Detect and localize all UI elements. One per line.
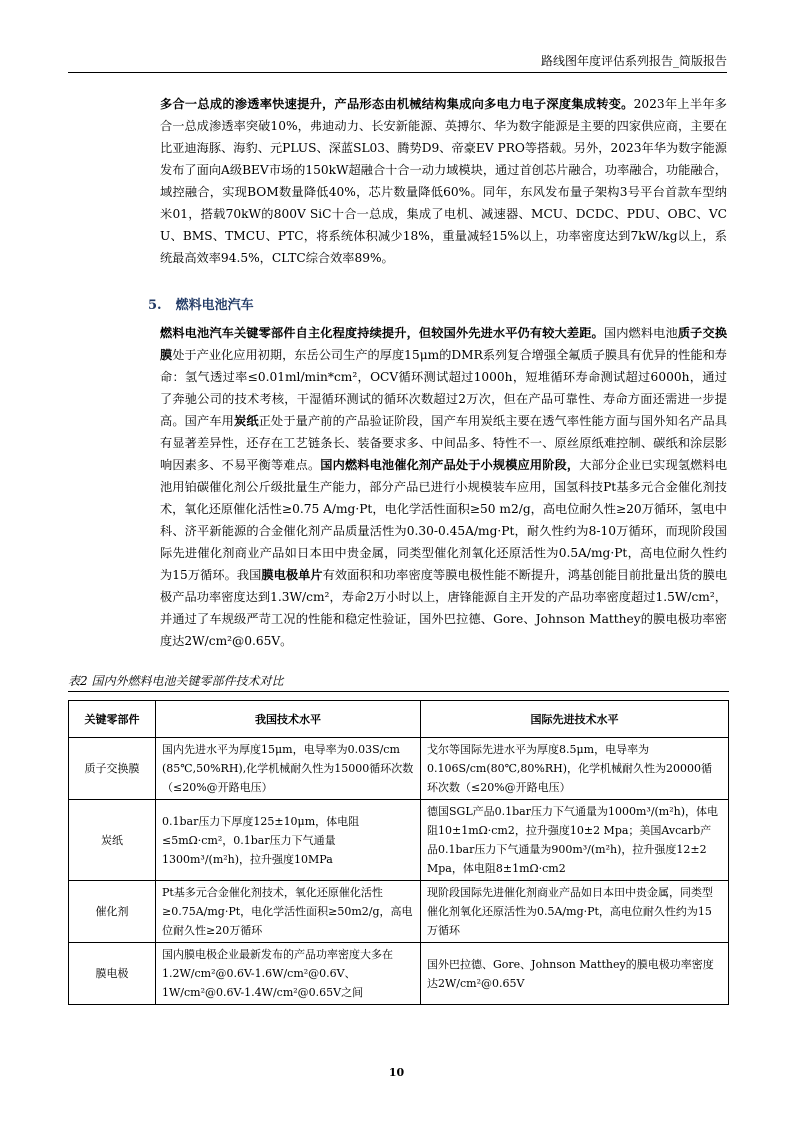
row-name: 膜电极 [69, 943, 156, 1005]
paragraph-1-body: 2023年上半年多合一总成渗透率突破10%，弗迪动力、长安新能源、英搏尔、华为数字能源是主要的四家供应商，主要在比亚迪海豚、海豹、元PLUS、深蓝SL03、腾势D9、帝豪EV PRO等搭载。另外，2023年华为数字能源发布了面向A级BEV市场的150kW超融合十合一动力域模块，通过首创芯片融合，功率融合，功能融合，域控融合，实现BOM数量降低40%，芯片数量降低60%。同年，东风发布量子架构3号平台首款车型纳米01，搭载70kW的800V SiC十合一总成，集成了电机、减速器、MCU、DCDC、PDU、OBC、VCU、BMS、TMCU、PTC，将系统体积减少18%，重量减轻15%以上，功率密度达到7kW/kg以上，系统最高效率94.5%，CLTC综合效率89%。 [160, 97, 727, 265]
para2-term-mea: 膜电极单片 [261, 568, 323, 582]
table-row [69, 943, 729, 1005]
row-international: 德国SGL产品0.1bar压力下气通量为1000m³/(m²h)，体电阻10±1mΩ·cm2，拉升强度10±2 Mpa；美国Avcarb产品0.1bar压力下气通量为900m³/(m²h)，拉升强度12±2 Mpa，体电阻8±1mΩ·cm2 [421, 800, 729, 881]
table-row [69, 800, 729, 881]
row-domestic: 0.1bar压力下厚度125±10μm，体电阻≤5mΩ·cm²，0.1bar压力下气通量1300m³/(m²h)，拉升强度10MPa [156, 800, 421, 881]
row-domestic: 国内先进水平为厚度15μm，电导率为0.03S/cm (85℃,50%RH),化学机械耐久性为15000循环次数（≤20%@开路电压） [156, 738, 421, 800]
para2-term-carbon-paper: 炭纸 [233, 414, 259, 428]
para2-text-2: 处于产业化应用初期，东岳公司生产的厚度15μm的DMR系列复合增强全氟质子膜具有优异的性能和寿命：氢气透过率≤0.01ml/min*cm²，OCV循环测试超过1000h，短堆循环寿命测试超过6000h，通过了奔驰公司的技术考核，干湿循环测试的循环次数超过2万次，但在产品可靠性、寿命方面还需进一步提高。国产车用 [160, 348, 727, 428]
table-row [69, 738, 729, 800]
row-name: 质子交换膜 [69, 738, 156, 800]
row-international: 国外巴拉德、Gore、Johnson Matthey的膜电极功率密度达2W/cm²@0.65V [421, 943, 729, 1005]
section-heading [148, 294, 254, 313]
table-header-row [69, 701, 729, 738]
page-header [68, 52, 727, 73]
header-international: 国际先进技术水平 [421, 701, 729, 738]
row-domestic: 国内膜电极企业最新发布的产品功率密度大多在1.2W/cm²@0.6V-1.6W/cm²@0.6V、1W/cm²@0.6V-1.4W/cm²@0.65V之间 [156, 943, 421, 1005]
section-number: 5. [148, 298, 162, 313]
row-domestic: Pt基多元合金催化剂技术，氧化还原催化活性≥0.75A/mg·Pt，电化学活性面积≥50m2/g，高电位耐久性≥20万循环 [156, 881, 421, 943]
caption-rule [68, 691, 729, 692]
header-title: 路线图年度评估系列报告_简版报告 [540, 54, 727, 68]
para2-text-1: 国内燃料电池 [603, 326, 678, 340]
page-number: 10 [388, 1066, 405, 1079]
para2-lead: 燃料电池汽车关键零部件自主化程度持续提升，但较国外先进水平仍有较大差距。 [160, 326, 604, 340]
header-component: 关键零部件 [69, 701, 156, 738]
table-row [69, 881, 729, 943]
para2-term-catalyst: 国内燃料电池催化剂产品处于小规模应用阶段， [320, 458, 580, 472]
row-international: 戈尔等国际先进水平为厚度8.5μm，电导率为0.106S/cm(80℃,80%RH)，化学机械耐久性为20000循环次数（≤20%@开路电压） [421, 738, 729, 800]
paragraph-1-lead: 多合一总成的渗透率快速提升，产品形态由机械结构集成向多电力电子深度集成转变。 [160, 97, 634, 111]
section-title: 燃料电池汽车 [175, 298, 254, 313]
header-domestic: 我国技术水平 [156, 701, 421, 738]
row-name: 炭纸 [69, 800, 156, 881]
paragraph-fuel-cell [160, 322, 727, 652]
paragraph-integration [160, 93, 727, 269]
row-international: 现阶段国际先进催化剂商业产品如日本田中贵金属，同类型催化剂氧化还原活性为0.5A/mg·Pt，高电位耐久性约为15万循环 [421, 881, 729, 943]
paragraph-1 [160, 93, 727, 269]
comparison-table [68, 700, 729, 1005]
para2-term-membrane: 质子交换膜 [160, 326, 728, 362]
para2-text-3: 正处于量产前的产品验证阶段，国产车用炭纸主要在透气率性能方面与国外知名产品具有显著差异性，还存在工艺链条长、装备要求多、中间品多、特性不一、原丝原纸难控制、碳纸和涂层影响因素多、不易平衡等难点。 [160, 414, 728, 472]
table-caption: 表2 国内外燃料电池关键零部件技术对比 [68, 674, 284, 688]
para2-text-5: 有效面积和功率密度等膜电极性能不断提升，鸿基创能目前批量出货的膜电极产品功率密度达到1.3W/cm²，寿命2万小时以上，唐锋能源自主开发的产品功率密度超过1.5W/cm²，并通过了车规级严苛工况的性能和稳定性验证，国外巴拉德、Gore、Johnson Matthey的膜电极功率密度达2W/cm²@0.65V。 [160, 568, 728, 648]
para2-text-4: 大部分企业已实现氢燃料电池用铂碳催化剂公斤级批量生产能力，部分产品已进行小规模装车应用，国氢科技Pt基多元合金催化剂技术，氧化还原催化活性≥0.75 A/mg·Pt，电化学活性面积≥50 m2/g，高电位耐久性≥20万循环，氢电中科、济平新能源的合金催化剂产品质量活性为0.30-0.45A/mg·Pt，耐久性约为8-10万循环，而现阶段国际先进催化剂商业产品如日本田中贵金属，同类型催化剂氧化还原活性为0.5A/mg·Pt，高电位耐久性约为15万循环。我国 [160, 458, 728, 582]
paragraph-2 [160, 322, 727, 652]
row-name: 催化剂 [69, 881, 156, 943]
